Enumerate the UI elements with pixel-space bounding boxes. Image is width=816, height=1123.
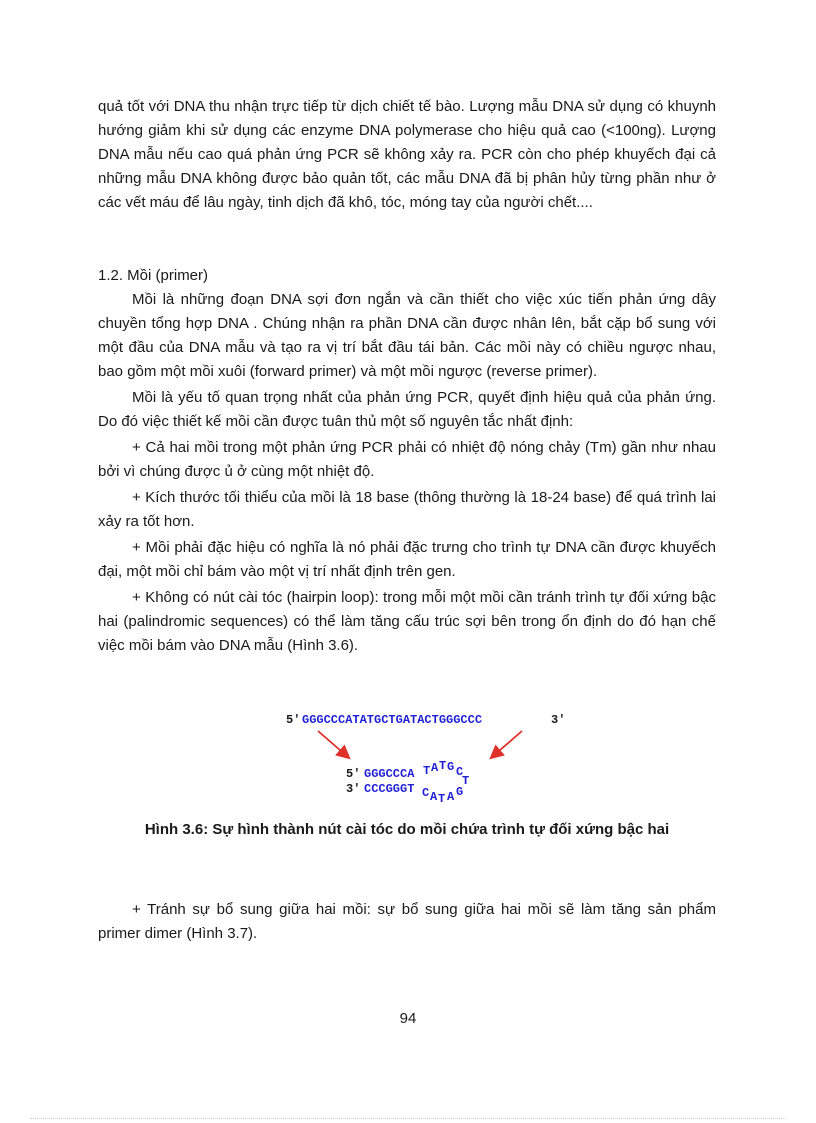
left-arrow-icon <box>318 731 348 757</box>
section-heading: 1.2. Mồi (primer) <box>98 267 209 284</box>
top-sequence: GGGCCCATATGCTGATACTGGGCCC <box>302 713 483 727</box>
loop-letter-3: T <box>439 759 447 773</box>
loop-letter-2: A <box>431 761 439 775</box>
figure-caption: Hình 3.6: Sự hình thành nút cài tóc do mồi chứa trình tự đối xứng bậc hai <box>144 821 670 838</box>
loop-letter-1: T <box>423 764 431 778</box>
loop-letter-4: G <box>447 760 455 774</box>
rule-no-hairpin: + Không có nút cài tóc (hairpin loop): trong mỗi một mồi cần tránh trình tự đối xứng bậc hai (palindromic sequences) có thể làm tăng cấu trúc sợi bên trong ổn định do đó hạn chế việc mồi bám vào DNA mẫu (Hình 3.6). <box>98 589 716 654</box>
hairpin-lower-strand: CCCGGGT <box>364 782 415 796</box>
final-block <box>98 898 716 946</box>
loop-letter-8: A <box>447 790 455 804</box>
paragraph-definition: Mồi là những đoạn DNA sợi đơn ngắn và cần thiết cho việc xúc tiến phản ứng dây chuyền tổng hợp DNA . Chúng nhận ra phần DNA cần được nhân lên, bắt cặp bổ sung với một đầu của DNA mẫu và tạo ra vị trí bắt đầu tái bản. Các mồi này có chiều ngược nhau, bao gồm một mồi xuôi (forward primer) và một mồi ngược (reverse primer). <box>98 291 716 380</box>
loop-letter-7: G <box>456 785 464 799</box>
rule-minimum-length: + Kích thước tối thiểu của mồi là 18 base (thông thường là 18-24 base) để quá trình lai xảy ra tốt hơn. <box>98 489 716 530</box>
hairpin-5prime-label: 5' <box>346 767 361 781</box>
loop-letter-9: T <box>438 792 446 806</box>
loop-letter-10: A <box>430 790 438 804</box>
top-3prime-label: 3' <box>551 713 566 727</box>
hairpin-3prime-label: 3' <box>346 782 361 796</box>
top-5prime-label: 5' <box>286 713 301 727</box>
loop-letter-6: T <box>462 774 470 788</box>
intro-paragraph: quả tốt với DNA thu nhận trực tiếp từ dịch chiết tế bào. Lượng mẫu DNA sử dụng có khuynh hướng giảm khi sử dụng các enzyme DNA polymerase cho hiệu quả cao (<100ng). Lượng DNA mẫu nếu cao quá phản ứng PCR sẽ không xảy ra. PCR còn cho phép khuyếch đại cả những mẫu DNA không được bảo quản tốt, các mẫu DNA đã bị phân hủy từng phần như ở các vết máu để lâu ngày, tinh dịch đã khô, tóc, móng tay của người chết.... <box>98 98 716 211</box>
paragraph-importance: Mồi là yếu tố quan trọng nhất của phản ứng PCR, quyết định hiệu quả của phản ứng. Do đó việc thiết kế mồi cần được tuân thủ một số nguyên tắc nhất định: <box>98 389 716 430</box>
page-number: 94 <box>399 1010 417 1027</box>
intro-block <box>98 95 716 215</box>
hairpin-upper-strand: GGGCCCA <box>364 767 415 781</box>
right-arrow-icon <box>492 731 522 757</box>
rule-specificity: + Mồi phải đặc hiệu có nghĩa là nó phải đặc trưng cho trình tự DNA cần được khuyếch đại, một mồi chỉ bám vào một vị trí nhất định trên gen. <box>98 539 716 580</box>
page-bottom-divider <box>30 1118 786 1119</box>
primer-section <box>98 264 716 658</box>
loop-letter-11: C <box>422 786 430 800</box>
rule-melting-temperature: + Cả hai mồi trong một phản ứng PCR phải có nhiệt độ nóng chảy (Tm) gần như nhau bởi vì chúng được ủ ở cùng một nhiệt độ. <box>98 439 716 480</box>
rule-no-primer-dimer: + Tránh sự bổ sung giữa hai mồi: sự bổ sung giữa hai mồi sẽ làm tăng sản phẩm primer dimer (Hình 3.7). <box>98 901 716 942</box>
loop-letter-5: C <box>456 765 464 779</box>
hairpin-figure <box>270 704 580 808</box>
